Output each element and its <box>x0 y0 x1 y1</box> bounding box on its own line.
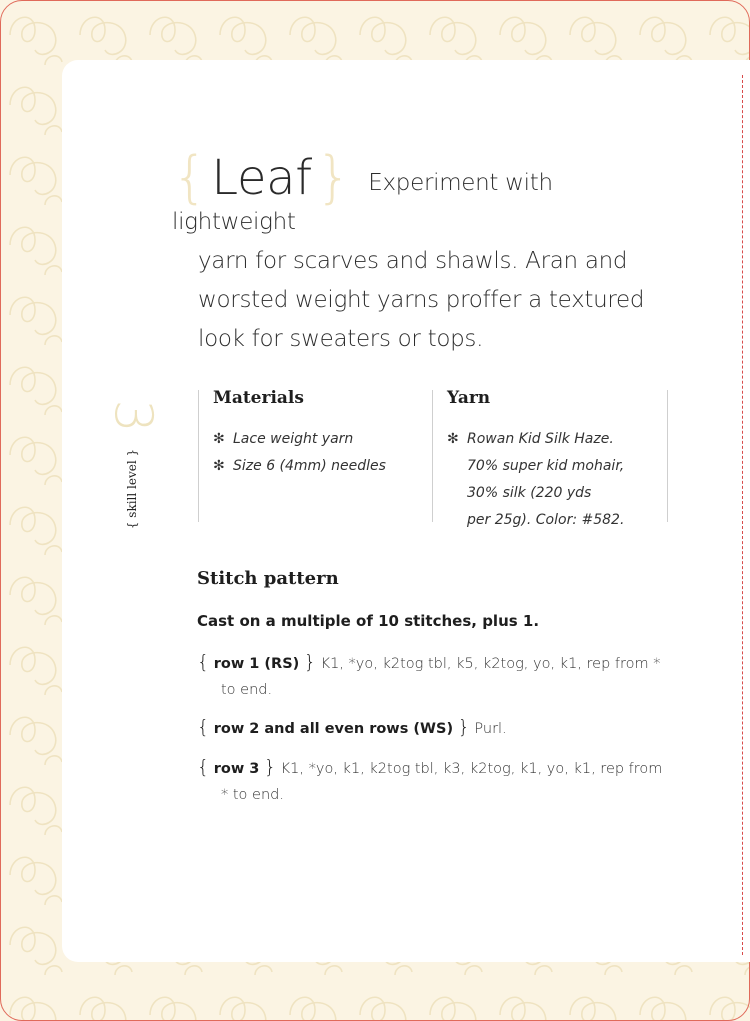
pattern-row: { row 1 (RS) } K1, *yo, k2tog tbl, k5, k2tog, yo, k1, rep from * to end. <box>197 651 661 698</box>
skill-level-label: { skill level } <box>125 448 139 530</box>
column-divider <box>432 390 433 522</box>
left-brace: { <box>172 145 208 210</box>
asterisk-icon: ✻ <box>213 431 225 447</box>
skill-level-badge <box>102 386 163 556</box>
yarn-heading: Yarn <box>447 388 491 408</box>
yarn-details: Rowan Kid Silk Haze. 70% super kid mohair, 30% silk (220 yds per 25g). Color: #582. <box>467 431 625 528</box>
intro-block <box>172 145 652 359</box>
list-item: ✻ Size 6 (4mm) needles <box>213 453 386 480</box>
pattern-row: { row 3 } K1, *yo, k1, k2tog tbl, k3, k2tog, k1, yo, k1, rep from * to end. <box>197 756 663 803</box>
page-title: Leaf <box>211 150 312 206</box>
asterisk-icon: ✻ <box>447 431 459 447</box>
intro-first-line: Experiment with lightweight <box>172 170 553 235</box>
intro-text: yarn for scarves and shawls. Aran and worsted weight yarns proffer a textured look for sweaters or tops. <box>198 248 645 352</box>
skill-level-number: 3 <box>102 399 163 433</box>
cast-on-instruction: Cast on a multiple of 10 stitches, plus 1. <box>197 612 540 630</box>
dashed-edge <box>742 75 743 955</box>
materials-heading: Materials <box>213 388 304 408</box>
materials-list <box>213 426 386 480</box>
column-divider <box>198 390 199 522</box>
stitch-pattern-heading: Stitch pattern <box>197 568 339 589</box>
list-item: ✻ Lace weight yarn <box>213 426 386 453</box>
asterisk-icon: ✻ <box>213 458 225 474</box>
pattern-row: { row 2 and all even rows (WS) } Purl. <box>197 716 507 738</box>
column-divider <box>667 390 668 522</box>
right-brace: } <box>315 145 352 210</box>
